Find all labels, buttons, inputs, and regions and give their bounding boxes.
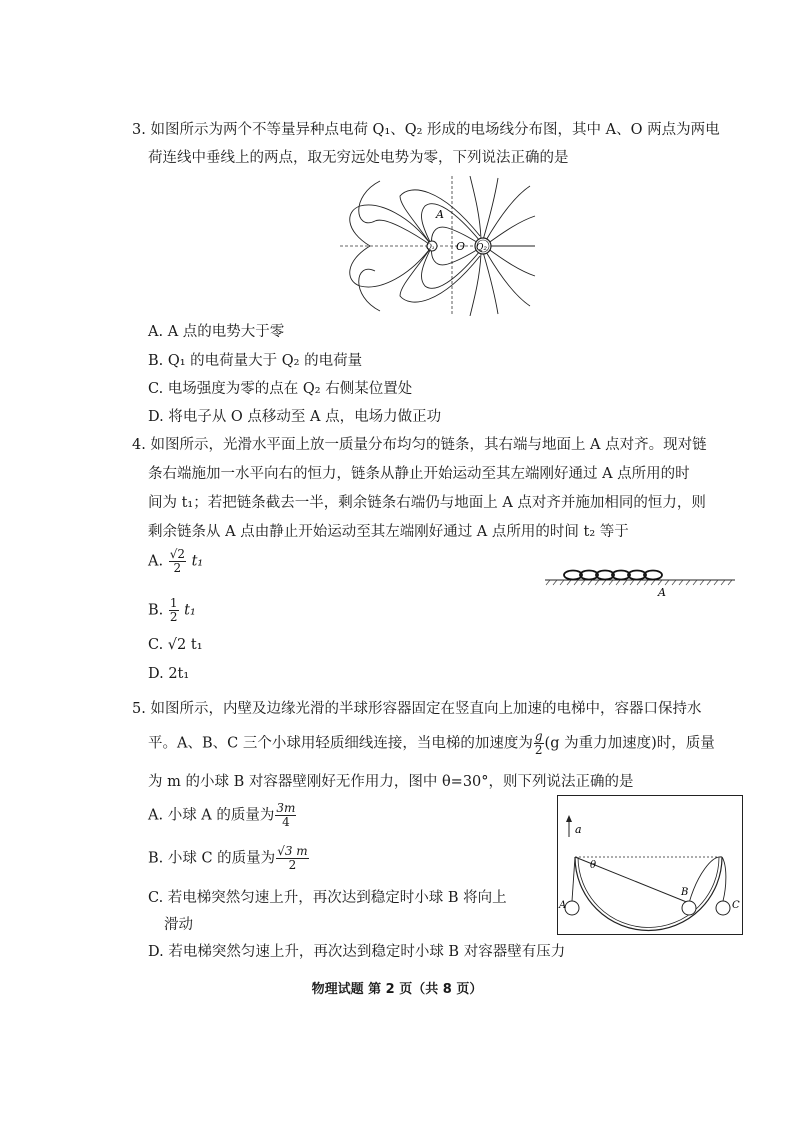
q3-label-q2: Q₂ — [476, 243, 487, 253]
q3-stem-line2: 荷连线中垂线上的两点，取无穷远处电势为零，下列说法正确的是 — [148, 150, 569, 166]
q4-chain-figure — [545, 565, 735, 600]
q3-option-b: B. Q₁ 的电荷量大于 Q₂ 的电荷量 — [148, 353, 363, 369]
q3-label-o: O — [456, 240, 466, 253]
q5-label-a: a — [575, 823, 582, 836]
q5-stem-line1: 5. 如图所示，内壁及边缘光滑的半球形容器固定在竖直向上加速的电梯中，容器口保持水 — [132, 701, 702, 717]
q4-stem-line4: 剩余链条从 A 点由静止开始运动至其左端刚好通过 A 点所用的时间 t₂ 等于 — [148, 524, 629, 540]
q4-label-a: A — [658, 586, 666, 599]
q5-stem-line2: 平。A、B、C 三个小球用轻质细线连接，当电梯的加速度为 $\frac{g}{2}$ (g 为重力加速度)时，质量 — [148, 729, 715, 757]
q4-option-d: D. 2t₁ — [148, 666, 190, 682]
q3-option-a: A. A 点的电势大于零 — [148, 324, 285, 340]
q3-field-line-figure — [340, 176, 540, 316]
q5-label-ball-c: C — [732, 900, 740, 911]
q4-stem-line2: 条右端施加一水平向右的恒力，链条从静止开始运动至其左端刚好通过 A 点所用的时 — [148, 466, 690, 482]
q3-label-q1: Q₁ — [426, 243, 435, 251]
q4-stem-line1: 4. 如图所示，光滑水平面上放一质量分布均匀的链条，其右端与地面上 A 点对齐。现对链 — [132, 437, 707, 453]
q4-option-b: B. $\frac{1}{2}$ t₁ — [148, 596, 196, 624]
q4-stem-line3: 间为 t₁；若把链条截去一半，剩余链条右端仍与地面上 A 点对齐并施加相同的恒力，则 — [148, 495, 706, 511]
q3-label-a: A — [436, 208, 444, 221]
page-footer: 物理试题 第 2 页（共 8 页） — [311, 982, 483, 997]
q4-option-c: C. √2 t₁ — [148, 637, 203, 653]
q3-option-d: D. 将电子从 O 点移动至 A 点，电场力做正功 — [148, 409, 442, 425]
q5-label-ball-b: B — [681, 887, 689, 898]
q5-option-c-line1: C. 若电梯突然匀速上升，再次达到稳定时小球 B 将向上 — [148, 890, 507, 906]
q5-label-theta: θ — [590, 860, 597, 871]
q5-option-c-line2: 滑动 — [164, 917, 193, 933]
q5-label-ball-a: A — [559, 900, 567, 911]
q5-option-a: A. 小球 A 的质量为 $\frac{3m}{4}$ — [148, 801, 296, 829]
q5-option-b: B. 小球 C 的质量为 $\frac{√3 m}{2}$ — [148, 844, 308, 872]
q4-option-a: A. $\frac{√2}{2}$ t₁ — [148, 547, 204, 575]
q5-option-d: D. 若电梯突然匀速上升，再次达到稳定时小球 B 对容器壁有压力 — [148, 944, 566, 960]
q5-stem-line3: 为 m 的小球 B 对容器壁刚好无作用力，图中 θ=30°，则下列说法正确的是 — [148, 774, 634, 790]
q3-stem-line1: 3. 如图所示为两个不等量异种点电荷 Q₁、Q₂ 形成的电场线分布图，其中 A、O 两点为两电 — [132, 122, 720, 138]
q3-option-c: C. 电场强度为零的点在 Q₂ 右侧某位置处 — [148, 381, 413, 397]
q5-hemisphere-figure — [557, 795, 743, 935]
